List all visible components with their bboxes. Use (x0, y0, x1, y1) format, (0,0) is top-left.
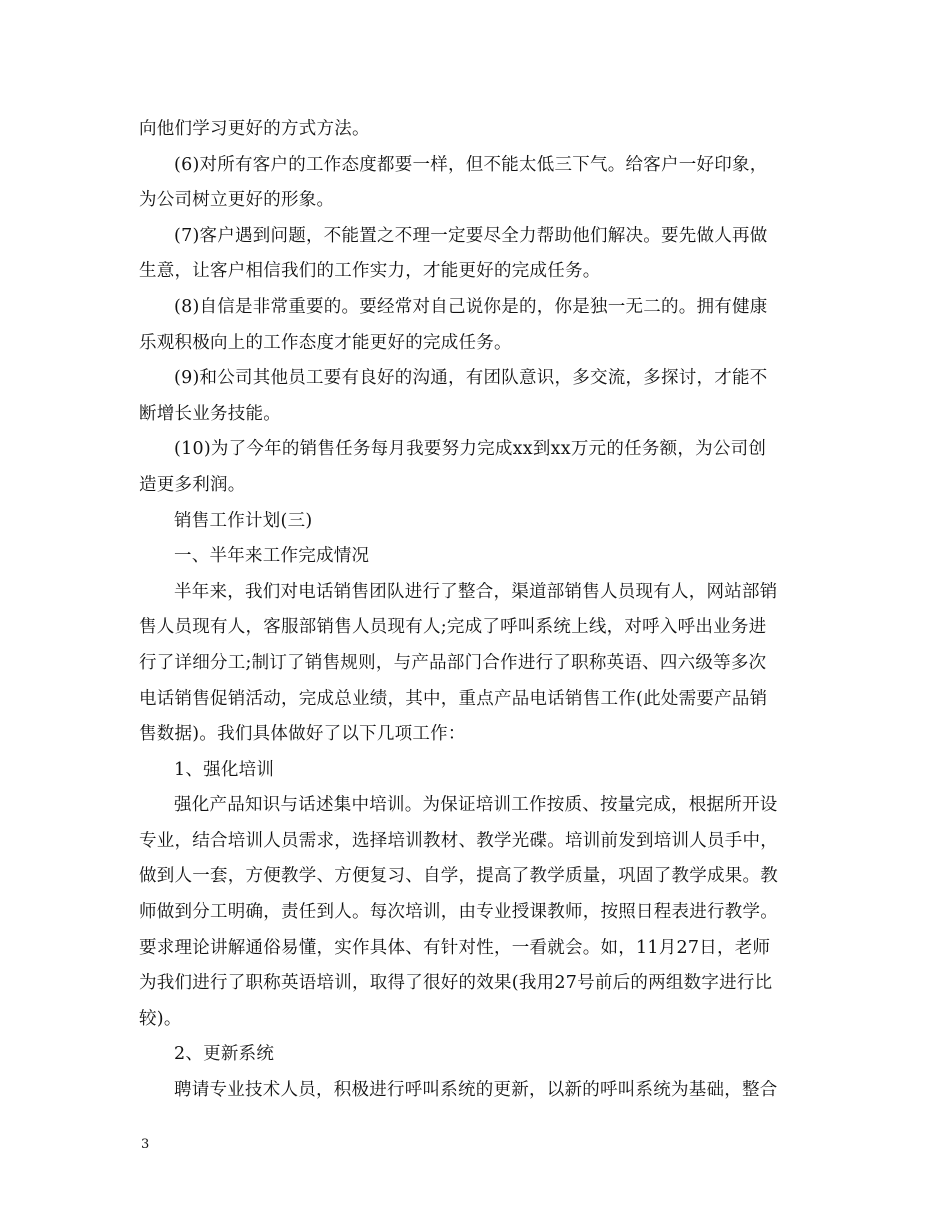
page-number: 3 (141, 1137, 150, 1152)
text-line: 强化产品知识与话述集中培训。为保证培训工作按质、按量完成，根据所开设 (174, 795, 778, 816)
text-line: (9)和公司其他员工要有良好的沟通，有团队意识，多交流，多探讨，才能不 (174, 368, 768, 389)
text-line: 向他们学习更好的方式方法。 (139, 119, 370, 139)
text-line: (8)自信是非常重要的。要经常对自己说你是的，你是独一无二的。拥有健康 (174, 296, 768, 317)
text-line: 较)。 (139, 1008, 182, 1029)
text-line: 断增长业务技能。 (139, 403, 281, 424)
text-line: 要求理论讲解通俗易懂，实作具体、有针对性，一看就会。如，11月27日，老师 (139, 937, 771, 958)
text-line: 行了详细分工;制订了销售规则，与产品部门合作进行了职称英语、四六级等多次 (139, 652, 767, 673)
text-line: 半年来，我们对电话销售团队进行了整合，渠道部销售人员现有人，网站部销 (174, 581, 778, 602)
text-line: (10)为了今年的销售任务每月我要努力完成xx到xx万元的任务额，为公司创 (174, 439, 767, 460)
text-line: (7)客户遇到问题，不能置之不理一定要尽全力帮助他们解决。要先做人再做 (174, 225, 768, 246)
text-line: 生意，让客户相信我们的工作实力，才能更好的完成任务。 (139, 261, 601, 282)
text-line: (6)对所有客户的工作态度都要一样，但不能太低三下气。给客户一好印象， (174, 154, 768, 175)
text-line: 售数据)。我们具体做好了以下几项工作： (139, 724, 466, 745)
text-line: 电话销售促销活动，完成总业绩，其中，重点产品电话销售工作(此处需要产品销 (139, 688, 768, 709)
text-line: 售人员现有人，客服部销售人员现有人;完成了呼叫系统上线，对呼入呼出业务进 (139, 617, 767, 638)
text-line: 乐观积极向上的工作态度才能更好的完成任务。 (139, 332, 512, 353)
text-line: 聘请专业技术人员，积极进行呼叫系统的更新，以新的呼叫系统为基础，整合 (174, 1080, 778, 1101)
text-line: 师做到分工明确，责任到人。每次培训，由专业授课教师，按照日程表进行教学。 (139, 902, 778, 923)
text-line: 1、强化培训 (174, 759, 275, 780)
text-line: 为我们进行了职称英语培训，取得了很好的效果(我用27号前后的两组数字进行比 (139, 973, 773, 994)
text-line: 造更多利润。 (139, 474, 246, 495)
text-line: 一、半年来工作完成情况 (174, 546, 370, 567)
text-line: 为公司树立更好的形象。 (139, 190, 335, 211)
body-text (139, 112, 811, 1109)
text-line: 2、更新系统 (174, 1044, 275, 1065)
text-line: 专业，结合培训人员需求，选择培训教材、教学光碟。培训前发到培训人员手中， (139, 830, 778, 851)
text-line: 销售工作计划(三) (174, 510, 313, 531)
text-line: 做到人一套，方便教学、方便复习、自学，提高了教学质量，巩固了教学成果。教 (139, 866, 778, 887)
